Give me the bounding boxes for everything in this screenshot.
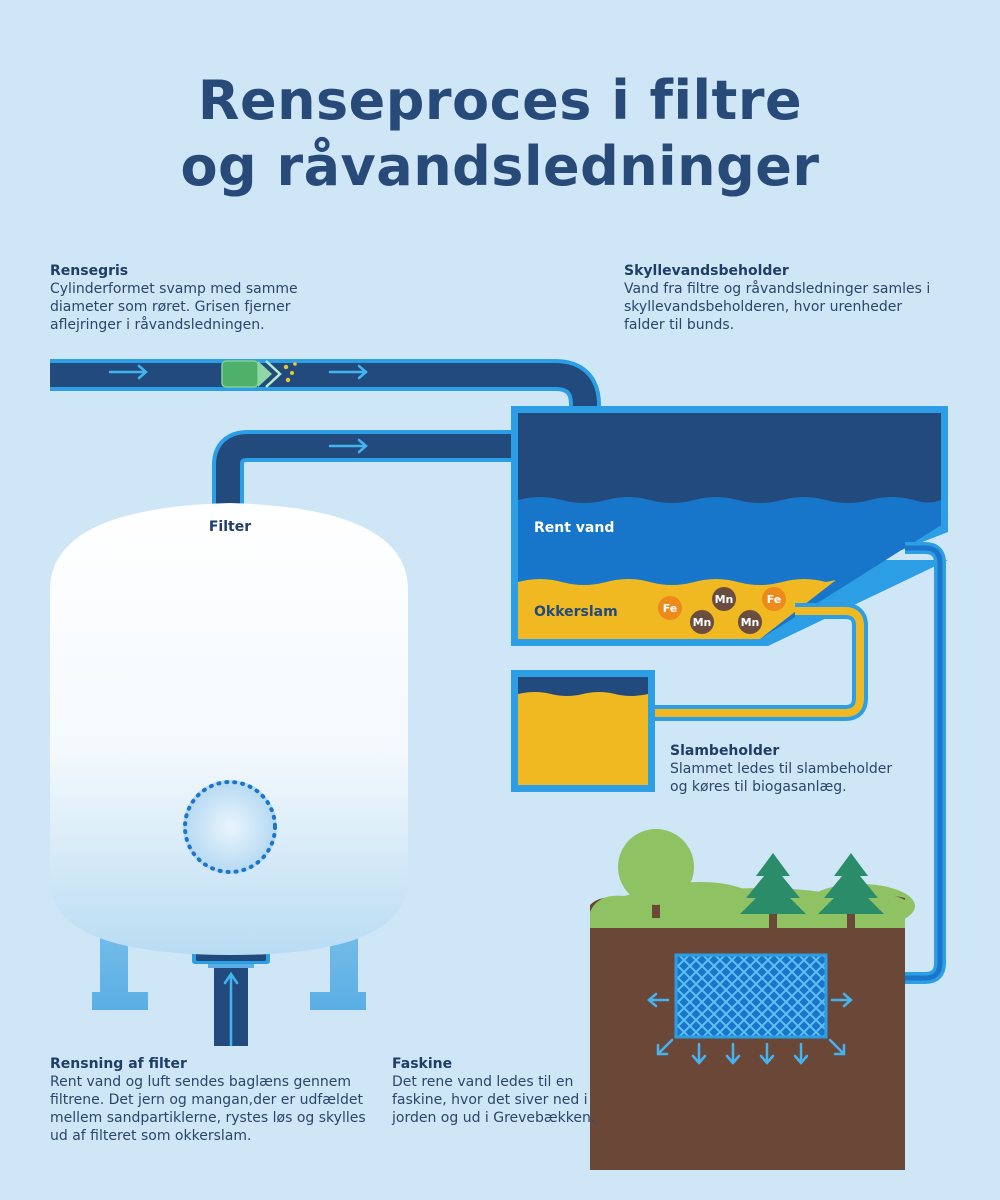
clean-water-label: Rent vand bbox=[534, 520, 615, 536]
caption-line: falder til bunds. bbox=[624, 317, 735, 333]
filter-tank bbox=[50, 503, 408, 1046]
caption-line: diameter som røret. Grisen fjerner bbox=[50, 299, 291, 315]
caption-line: ud af filteret som okkerslam. bbox=[50, 1128, 252, 1144]
caption-line: faskine, hvor det siver ned i bbox=[392, 1092, 588, 1108]
caption-line: Det rene vand ledes til en bbox=[392, 1074, 574, 1090]
iron-particle bbox=[762, 587, 786, 611]
title-line-1: Renseproces i filtre bbox=[197, 69, 803, 132]
caption-line: mellem sandpartiklerne, rystes løs og skylles bbox=[50, 1110, 366, 1126]
manganese-particle bbox=[712, 587, 736, 611]
caption-heading: Slambeholder bbox=[670, 743, 780, 759]
mn-label: Mn bbox=[740, 616, 760, 629]
caption-heading: Faskine bbox=[392, 1056, 453, 1072]
caption-line: og køres til biogasanlæg. bbox=[670, 779, 847, 795]
caption-line: Cylinderformet svamp med samme bbox=[50, 281, 298, 297]
fe-label: Fe bbox=[766, 593, 782, 606]
caption-rensning bbox=[50, 1055, 390, 1145]
caption-line: Slammet ledes til slambeholder bbox=[670, 761, 893, 777]
caption-line: Rent vand og luft sendes baglæns gennem bbox=[50, 1074, 352, 1090]
caption-heading: Skyllevandsbeholder bbox=[624, 263, 789, 279]
raw-water-pipes bbox=[50, 375, 585, 515]
caption-line: aflejringer i råvandsledningen. bbox=[50, 317, 265, 333]
faskine-box bbox=[676, 955, 826, 1037]
title-line-2: og råvandsledninger bbox=[180, 135, 820, 198]
caption-line: jorden og ud i Grevebækken. bbox=[392, 1110, 596, 1126]
tank-body bbox=[50, 503, 408, 955]
sludge-container bbox=[511, 670, 655, 792]
caption-faskine bbox=[392, 1055, 602, 1127]
filter-label: Filter bbox=[208, 519, 252, 535]
manganese-particle bbox=[690, 610, 714, 634]
caption-rensegris bbox=[50, 262, 340, 334]
caption-line: skyllevandsbeholderen, hvor urenheder bbox=[624, 299, 903, 315]
mn-label: Mn bbox=[692, 616, 712, 629]
mn-label: Mn bbox=[714, 593, 734, 606]
caption-line: filtrene. Det jern og mangan,der er udfældet bbox=[50, 1092, 363, 1108]
caption-heading: Rensegris bbox=[50, 263, 129, 279]
page-title bbox=[0, 68, 1000, 200]
iron-particle bbox=[658, 596, 682, 620]
manganese-particle bbox=[738, 610, 762, 634]
faskine-landscape bbox=[590, 829, 915, 1170]
caption-heading: Rensning af filter bbox=[50, 1056, 187, 1072]
caption-slambeholder bbox=[670, 742, 930, 796]
ocher-sludge-label: Okkerslam bbox=[534, 604, 618, 620]
caption-line: Vand fra filtre og råvandsledninger samles i bbox=[624, 281, 931, 297]
caption-skyllevand bbox=[624, 262, 954, 334]
fe-label: Fe bbox=[662, 602, 678, 615]
